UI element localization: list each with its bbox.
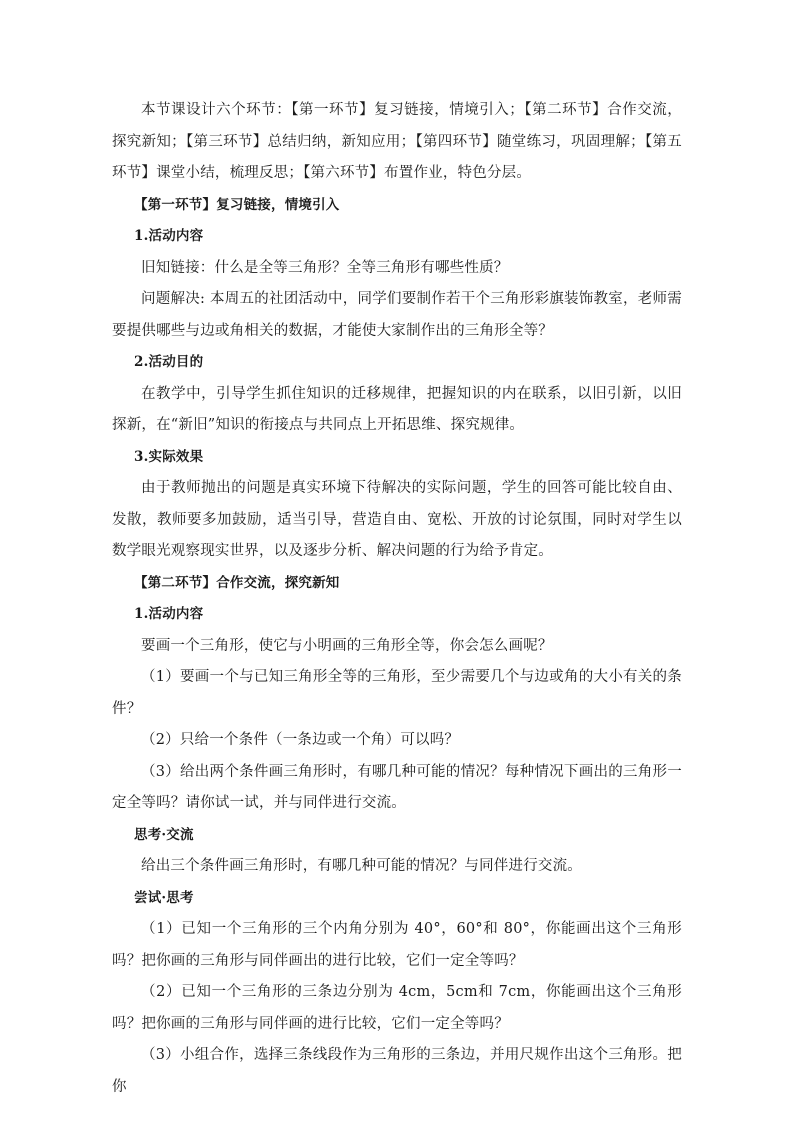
list-item: （1）要画一个与已知三角形全等的三角形，至少需要几个与边或角的大小有关的条件？ (112, 669, 682, 717)
list-item: （1）已知一个三角形的三个内角分别为 40°，60°和 80°，你能画出这个三角形吗？把你画的三角形与同伴画出的进行比较，它们一定全等吗？ (112, 921, 682, 969)
list-item: （2）只给一个条件（一条边或一个角）可以吗？ (141, 732, 460, 748)
list-item: （2）已知一个三角形的三条边分别为 4cm，5cm和 7cm，你能画出这个三角形吗？把你画的三角形与同伴画的进行比较，它们一定全等吗？ (112, 984, 682, 1032)
section2-heading: 【第二环节】合作交流，探究新知 (134, 574, 340, 591)
section1-activity-label: 1.活动内容 (134, 228, 204, 244)
section1-effect-label: 3.实际效果 (134, 448, 204, 465)
intro-paragraph: 本节课设计六个环节：【第一环节】复习链接，情境引入；【第二环节】合作交流，探究新知；【第三环节】总结归纳，新知应用；【第四环节】随堂练习，巩固理解；【第五环节】课堂小结，梳理反思；【第六环节】布置作业，特色分层。 (112, 102, 682, 181)
document-body (112, 95, 682, 1103)
purpose-paragraph: 在教学中，引导学生抓住知识的迁移规律，把握知识的内在联系，以旧引新，以旧探新，在“新旧”知识的衔接点与共同点上开拓思维、探究规律。 (112, 385, 682, 433)
think-exchange-label: 思考·交流 (134, 826, 194, 843)
section2-activity-label: 1.活动内容 (134, 606, 204, 622)
think-exchange-paragraph: 给出三个条件画三角形时，有哪几种可能的情况？与同伴进行交流。 (141, 858, 582, 874)
question-paragraph: 要画一个三角形，使它与小明画的三角形全等，你会怎么画呢？ (141, 637, 553, 654)
section1-heading: 【第一环节】复习链接，情境引入 (134, 196, 340, 213)
list-item: （3）给出两个条件画三角形时，有哪几种可能的情况？每种情况下画出的三角形一定全等吗？请你试一试，并与同伴进行交流。 (112, 763, 682, 811)
list-item: （3）小组合作，选择三条线段作为三角形的三条边，并用尺规作出这个三角形。把你 (112, 1047, 682, 1095)
old-knowledge-paragraph: 旧知链接：什么是全等三角形？全等三角形有哪些性质？ (141, 259, 509, 276)
try-think-label: 尝试·思考 (134, 889, 194, 906)
effect-paragraph: 由于教师抛出的问题是真实环境下待解决的实际问题，学生的回答可能比较自由、发散，教师要多加鼓励，适当引导，营造自由、宽松、开放的讨论氛围，同时对学生以数学眼光观察现实世界，以及逐步分析、解决问题的行为给予肯定。 (112, 480, 682, 559)
problem-paragraph: 问题解决: 本周五的社团活动中，同学们要制作若干个三角形彩旗装饰教室，老师需要提供哪些与边或角相关的数据，才能使大家制作出的三角形全等？ (112, 291, 682, 339)
section1-purpose-label: 2.活动目的 (134, 354, 204, 370)
